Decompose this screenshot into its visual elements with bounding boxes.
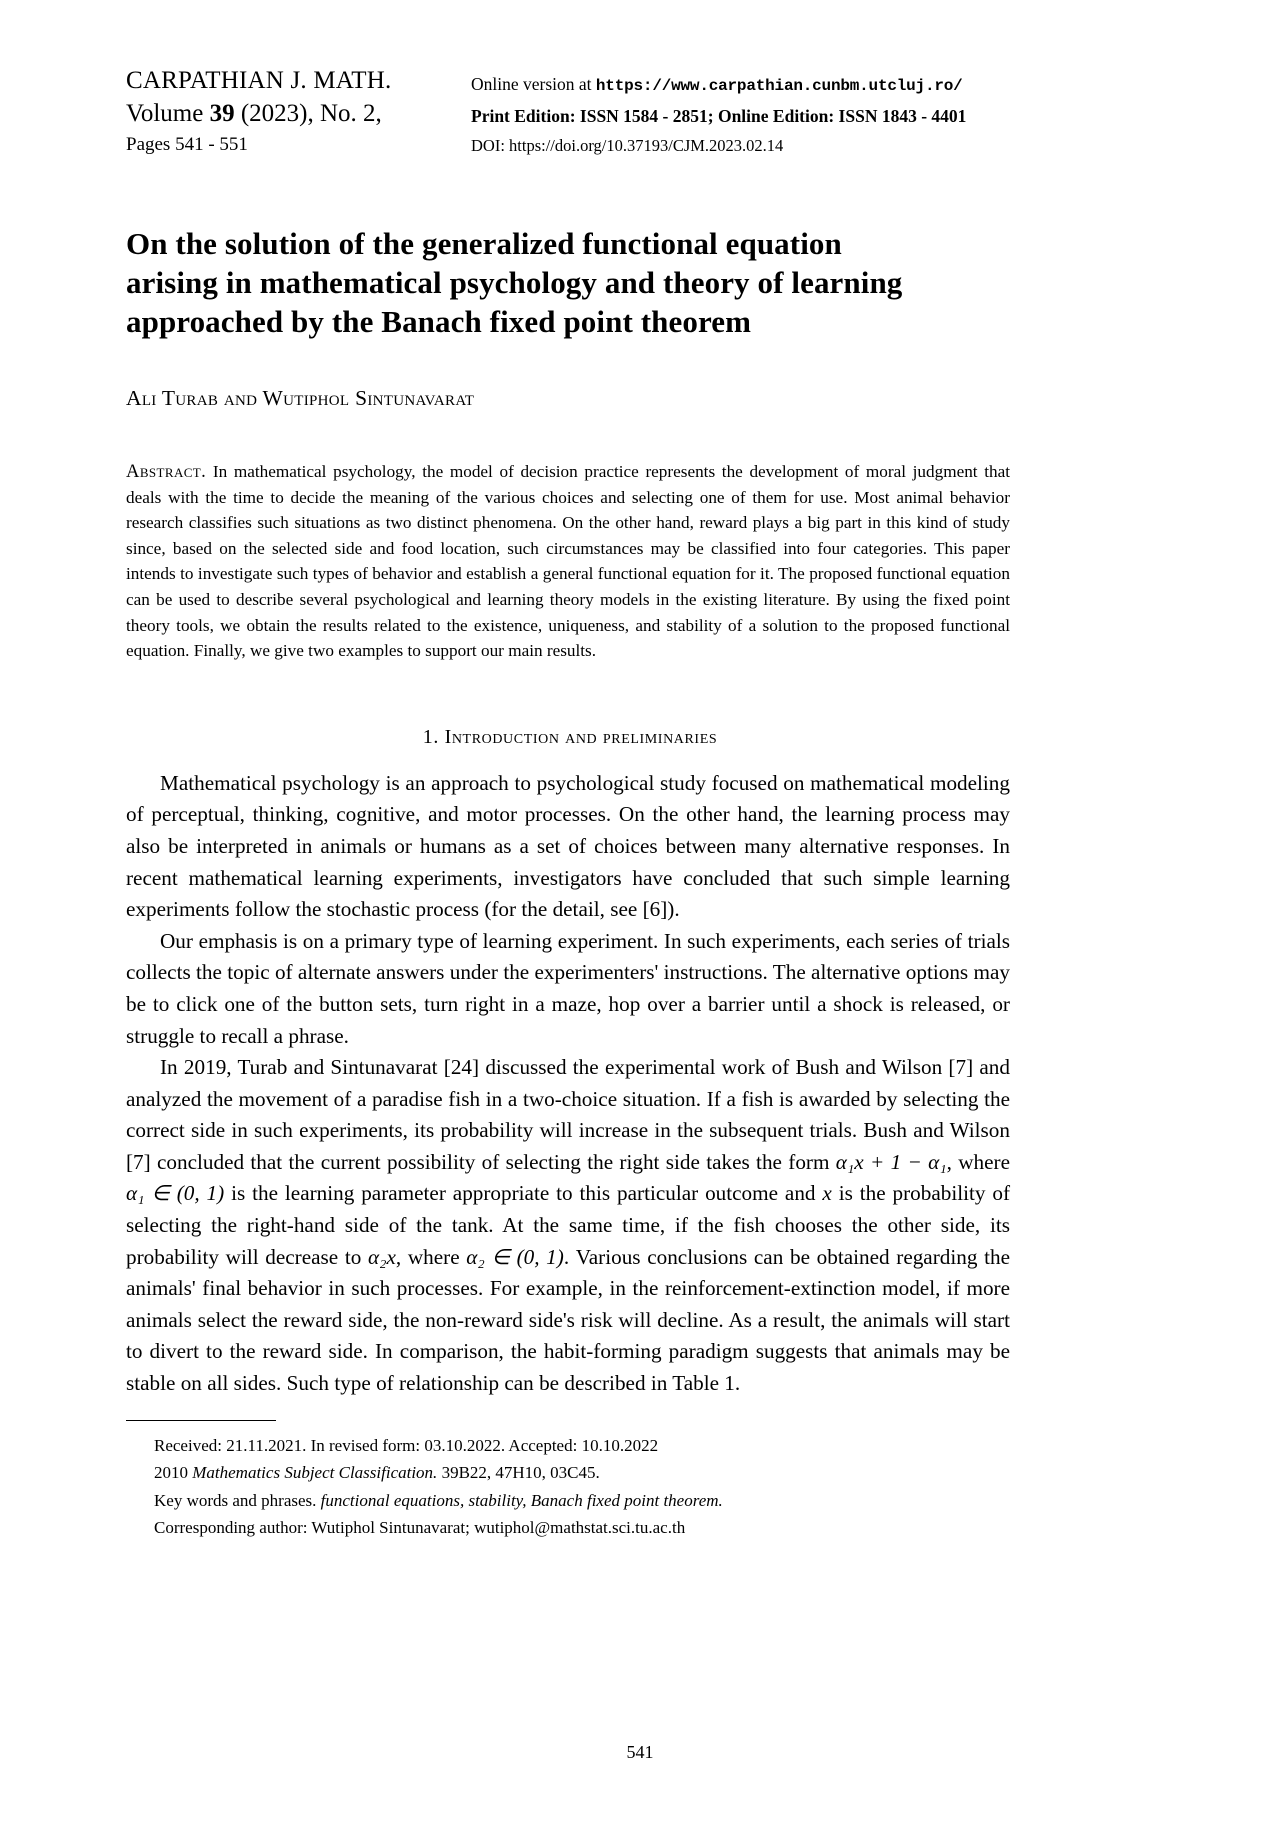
page-content xyxy=(126,0,1014,1542)
doi-line[interactable]: DOI: https://doi.org/10.37193/CJM.2023.02.14 xyxy=(471,136,784,155)
authors-line: Ali Turab and Wutiphol Sintunavarat xyxy=(126,386,475,410)
footnote-block xyxy=(126,1432,1014,1542)
paragraph-3-part-c: is the learning parameter appropriate to this particular outcome and xyxy=(224,1181,823,1206)
online-version-line xyxy=(471,69,1014,101)
journal-volume xyxy=(126,97,471,130)
paragraph-1: Mathematical psychology is an approach to psychological study focused on mathematical modeling of perceptual, thinking, cognitive, and motor processes. On the other hand, the learning process may also be interpreted in animals or humans as a set of choices between many alternative responses. In recent mathematical learning experiments, investigators have concluded that such simple learning experiments follow the stochastic process (for the detail, see [6]). xyxy=(126,770,1010,922)
abstract-text: In mathematical psychology, the model of decision practice represents the development of moral judgment that deals with the time to decide the meaning of the various choices and selecting one of them for use. Most animal behavior research classifies such situations as two distinct phenomena. On the other hand, reward plays a big part in this kind of study since, based on the selected side and food location, such circumstances may be classified into four categories. This paper intends to investigate such types of behavior and establish a general functional equation for it. The proposed functional equation can be used to describe several psychological and learning theory models in the existing literature. By using the fixed point theory tools, we obtain the results related to the existence, uniqueness, and stability of a solution to the proposed functional equation. Finally, we give two examples to support our main results. xyxy=(126,462,1010,661)
volume-prefix: Volume xyxy=(126,100,210,127)
journal-header xyxy=(126,0,1014,161)
paragraph-3-part-f: . Various conclusions can be obtained regarding the animals' final behavior in such processes. For example, in the reinforcement-extinction model, if more animals select the reward side, the non-reward side's risk will decline. As a result, the animals will start to divert to the reward side. In comparison, the habit-forming paradigm suggests that animals may be stable on all sides. Such type of relationship can be described in Table 1. xyxy=(126,1244,1010,1396)
issn-line: Print Edition: ISSN 1584 - 2851; Online Edition: ISSN 1843 - 4401 xyxy=(471,106,967,126)
paragraph-3-part-b: , where xyxy=(946,1149,1010,1174)
inline-math-2: α₁ ∈ (0, 1) xyxy=(126,1181,225,1206)
volume-number: 39 xyxy=(209,100,235,127)
title-line-3: approached by the Banach fixed point theorem xyxy=(126,304,752,339)
paragraph-3-part-e: , where xyxy=(395,1244,467,1269)
msc-label: Mathematics Subject Classification. xyxy=(192,1463,438,1483)
inline-math-4: α₂x xyxy=(368,1244,396,1269)
footnote-received: Received: 21.11.2021. In revised form: 03.10.2022. Accepted: 10.10.2022 xyxy=(154,1435,659,1455)
keywords-value: functional equations, stability, Banach fixed point theorem. xyxy=(320,1490,723,1510)
online-version-url[interactable]: https://www.carpathian.cunbm.utcluj.ro/ xyxy=(595,77,963,95)
paragraph-3 xyxy=(126,1052,1010,1400)
journal-pages: Pages 541 - 551 xyxy=(126,134,248,155)
footnote-keywords xyxy=(154,1487,1014,1515)
page-number: 541 xyxy=(626,1742,654,1762)
footnote-msc xyxy=(154,1459,1014,1487)
inline-math-1: α₁x + 1 − α₁ xyxy=(835,1149,947,1174)
abstract-label: Abstract. xyxy=(126,461,207,482)
journal-header-right xyxy=(471,64,1014,161)
paragraph-2: Our emphasis is on a primary type of learning experiment. In such experiments, each series of trials collects the topic of alternate answers under the experimenters' instructions. The alternative options may be to click one of the button sets, turn right in a maze, hop over a barrier until a shock is released, or struggle to recall a phrase. xyxy=(126,928,1010,1048)
keywords-label: Key words and phrases. xyxy=(154,1490,321,1510)
inline-math-3: x xyxy=(822,1181,832,1206)
volume-suffix: (2023), No. 2, xyxy=(234,100,382,127)
abstract-block xyxy=(126,459,1010,664)
footnote-corresponding-author: Corresponding author: Wutiphol Sintunavarat; wutiphol@mathstat.sci.tu.ac.th xyxy=(154,1518,686,1538)
online-version-label: Online version at xyxy=(471,74,596,94)
section-title: Introduction and preliminaries xyxy=(444,725,718,748)
journal-header-left xyxy=(126,64,471,160)
section-number: 1. xyxy=(422,725,439,748)
section-heading xyxy=(126,726,1014,749)
inline-math-5: α₂ ∈ (0, 1) xyxy=(466,1244,564,1269)
paragraph-3-part-a: In 2019, Turab and Sintunavarat [24] discussed the experimental work of Bush and Wilson [7] and analyzed the movement of a paradise fish in a two-choice situation. If a fish is awarded by selecting the correct side in such experiments, its probability will increase in the subsequent trials. Bush and Wilson [7] concluded that the current possibility of selecting the right side takes the form xyxy=(126,1055,1010,1174)
footnote-divider xyxy=(126,1420,276,1421)
body-text xyxy=(126,768,1010,1400)
title-line-1: On the solution of the generalized functional equation xyxy=(126,226,842,261)
page-title xyxy=(126,224,1006,341)
msc-codes: 39B22, 47H10, 03C45. xyxy=(437,1463,600,1483)
title-line-2: arising in mathematical psychology and theory of learning xyxy=(126,265,903,300)
msc-year: 2010 xyxy=(154,1463,193,1483)
journal-name: CARPATHIAN J. MATH. xyxy=(126,67,392,94)
paragraph-3-part-d: is the probability of selecting the right-hand side of the tank. At the same time, if the fish chooses the other side, its probability will decrease to xyxy=(126,1181,1011,1269)
